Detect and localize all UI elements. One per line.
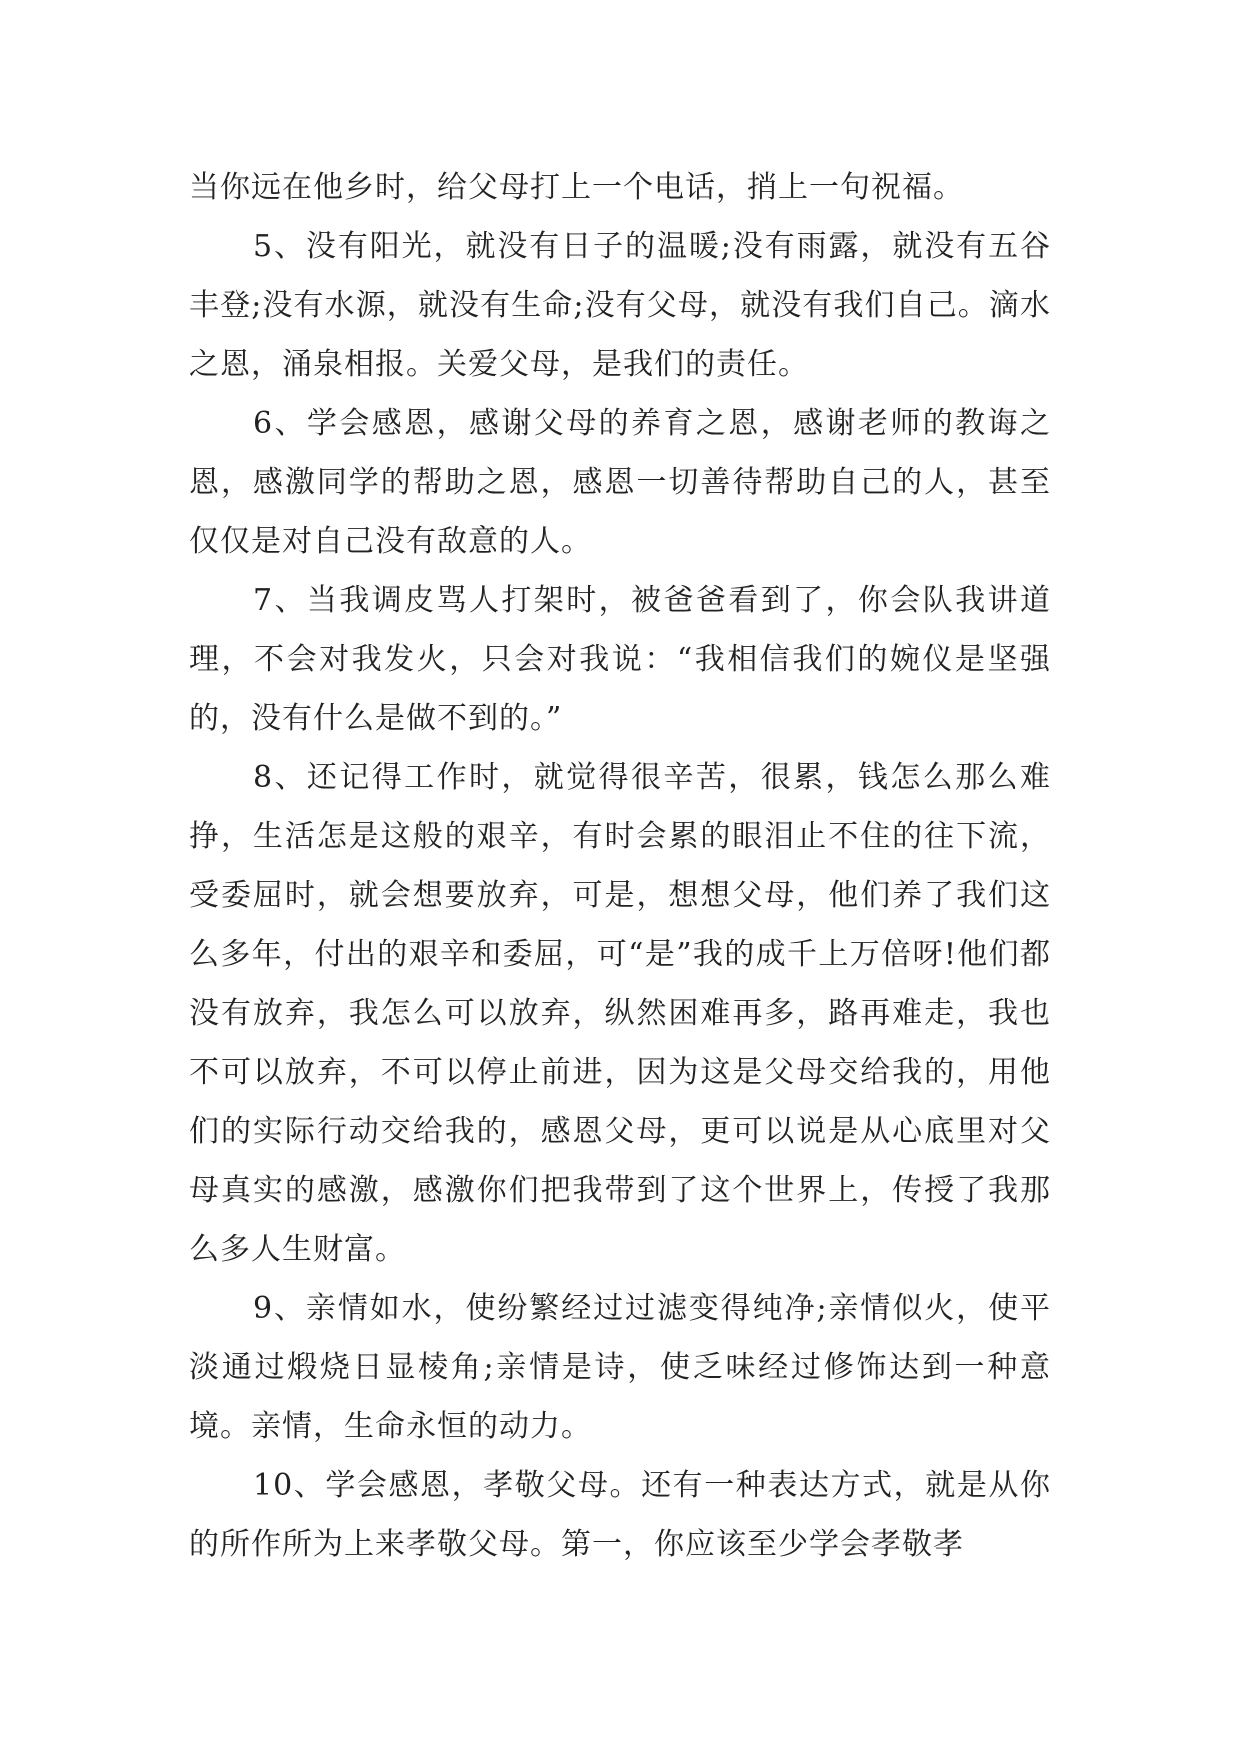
paragraph-item-8: 8、还记得工作时，就觉得很辛苦，很累，钱怎么那么难挣，生活怎是这般的艰辛，有时会累的眼泪止不住的往下流，受委屈时，就会想要放弃，可是，想想父母，他们养了我们这么多年，付出的艰辛和委屈，可“是”我的成千上万倍呀!他们都没有放弃，我怎么可以放弃，纵然困难再多，路再难走，我也不可以放弃，不可以停止前进，因为这是父母交给我的，用他们的实际行动交给我的，感恩父母，更可以说是从心底里对父母真实的感激，感激你们把我带到了这个世界上，传授了我那么多人生财富。 [189, 760, 1051, 1267]
paragraph-item-9: 9、亲情如水，使纷繁经过过滤变得纯净;亲情似火，使平淡通过煅烧日显棱角;亲情是诗，使乏味经过修饰达到一种意境。亲情，生命永恒的动力。 [189, 1291, 1051, 1444]
paragraph-continuation: 当你远在他乡时，给父母打上一个电话，捎上一句祝福。 [189, 170, 964, 205]
paragraph-item-5: 5、没有阳光，就没有日子的温暖;没有雨露，就没有五谷丰登;没有水源，就没有生命;没有父母，就没有我们自己。滴水之恩，涌泉相报。关爱父母，是我们的责任。 [189, 229, 1051, 382]
document-body [189, 158, 1051, 1574]
paragraph-item-6: 6、学会感恩，感谢父母的养育之恩，感谢老师的教诲之恩，感激同学的帮助之恩，感恩一切善待帮助自己的人，甚至仅仅是对自己没有敌意的人。 [189, 406, 1051, 559]
paragraph-item-7: 7、当我调皮骂人打架时，被爸爸看到了，你会队我讲道理，不会对我发火，只会对我说：“我相信我们的婉仪是坚强的，没有什么是做不到的。” [189, 583, 1051, 736]
paragraph-item-10: 10、学会感恩，孝敬父母。还有一种表达方式，就是从你的所作所为上来孝敬父母。第一，你应该至少学会孝敬孝 [189, 1468, 1051, 1562]
